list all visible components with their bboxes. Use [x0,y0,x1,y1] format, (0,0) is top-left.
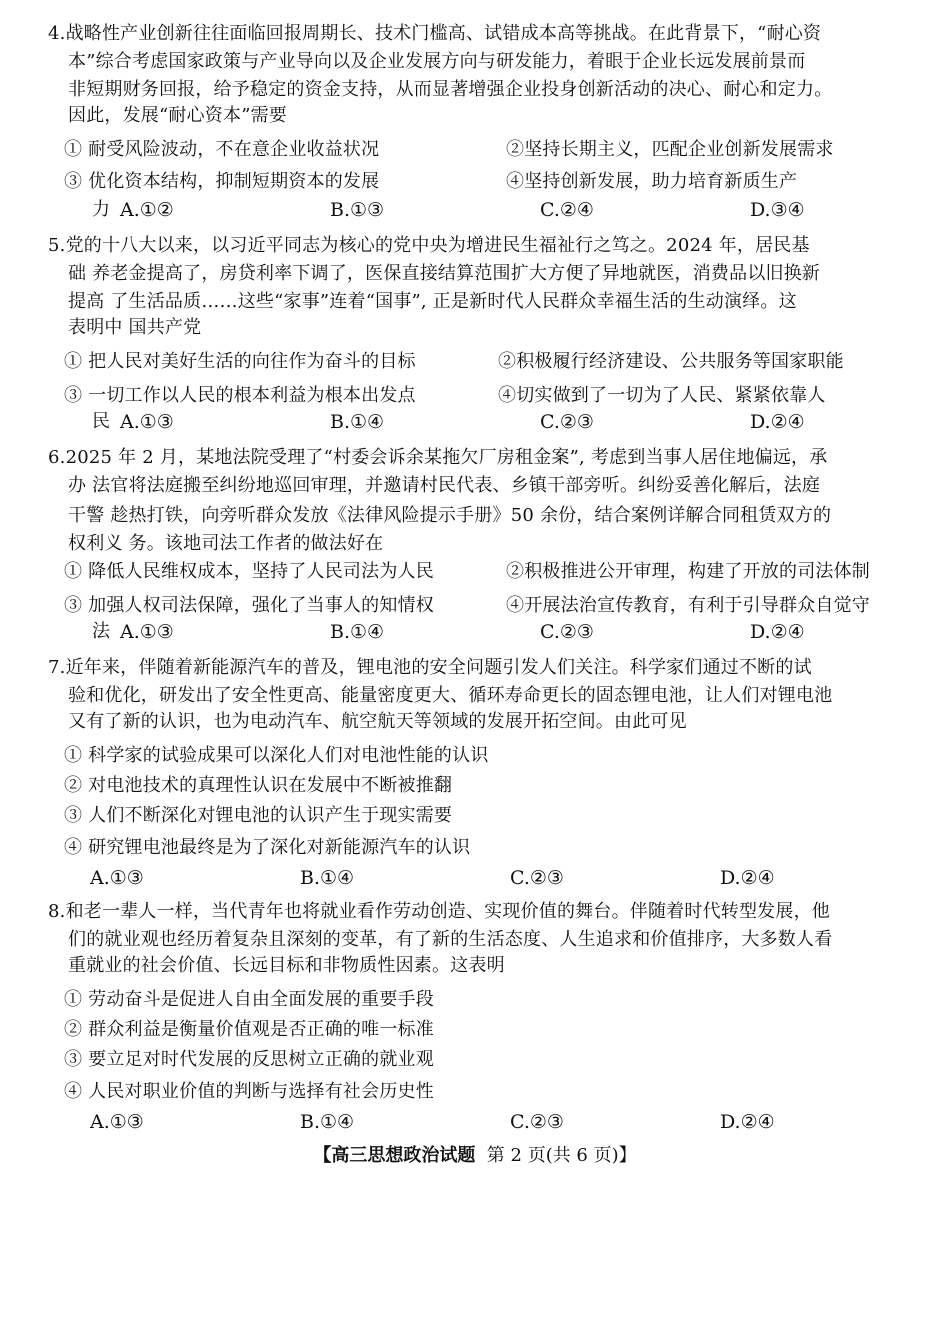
option-2: ②坚持长期主义，匹配企业创新发展需求 [506,139,834,160]
option-1: ① 科学家的试验成果可以深化人们对电池性能的认识 [64,745,489,766]
answer-b: B.①④ [330,411,385,433]
option-3: ③ 优化资本结构，抑制短期资本的发展 [64,171,380,192]
answer-b: B.①④ [330,621,385,643]
answer-d: D.②④ [750,411,805,433]
option-4: ④ 人民对职业价值的判断与选择有社会历史性 [64,1081,434,1102]
option-2: ② 群众利益是衡量价值观是否正确的唯一标准 [64,1019,434,1040]
answer-c: C.②③ [540,621,594,643]
option-4-tail: 法 [92,621,111,642]
question-text-line: 们的就业观也经历着复杂且深刻的变革，有了新的生活态度、人生追求和价值排序，大多数人看 [68,929,833,950]
answer-a: A.①③ [90,1111,144,1133]
answer-b: B.①③ [330,199,385,221]
option-3: ③ 人们不断深化对锂电池的认识产生于现实需要 [64,805,453,826]
answer-d: D.②④ [720,1111,775,1133]
question-text-line: 又有了新的认识，也为电动汽车、航空航天等领域的发展开拓空间。由此可见 [68,711,687,732]
option-4-tail: 力 [92,199,111,220]
question-text-line: 6.2025 年 2 月，某地法院受理了“村委会诉余某拖欠厂房租金案”, 考虑到当事人居住地偏远，承 [48,447,828,468]
option-3: ③ 加强人权司法保障，强化了当事人的知情权 [64,595,434,616]
question-text-line: 干警 趁热打铁，向旁听群众发放《法律风险提示手册》50 余份，结合案例详解合同租赁双方的 [68,505,832,526]
question-text-line: 4.战略性产业创新往往面临回报周期长、技术门槛高、试错成本高等挑战。在此背景下，“耐心资 [48,23,822,44]
answer-a: A.①② [120,199,174,221]
option-4: ④切实做到了一切为了人民、紧紧依靠人 [498,385,826,406]
question-text-line: 办 法官将法庭搬至纠纷地巡回审理，并邀请村民代表、乡镇干部旁听。纠纷妥善化解后，法庭 [68,475,821,496]
option-1: ① 降低人民维权成本，坚持了人民司法为人民 [64,561,434,582]
question-text-line: 提高 了生活品质……这些“家事”连着“国事”, 正是新时代人民群众幸福生活的生动演绎。这 [68,291,797,312]
option-4: ④开展法治宣传教育，有利于引导群众自觉守 [506,595,870,616]
answer-c: C.②③ [510,867,564,889]
question-text-line: 8.和老一辈人一样，当代青年也将就业看作劳动创造、实现价值的舞台。伴随着时代转型发展，他 [48,901,830,922]
page-footer [0,1144,950,1168]
question-text-line: 权利义 务。该地司法工作者的做法好在 [68,533,384,554]
question-text-line: 验和优化，研发出了安全性更高、能量密度更大、循环寿命更长的固态锂电池，让人们对锂电池 [68,685,833,706]
option-3: ③ 要立足对时代发展的反思树立正确的就业观 [64,1049,434,1070]
option-2: ② 对电池技术的真理性认识在发展中不断被推翻 [64,775,453,796]
answer-a: A.①③ [120,411,174,433]
answer-d: D.②④ [720,867,775,889]
option-2: ②积极履行经济建设、公共服务等国家职能 [498,351,844,372]
option-1: ① 耐受风险波动，不在意企业收益状况 [64,139,380,160]
question-text-line: 础 养老金提高了，房贷利率下调了，医保直接结算范围扩大方便了异地就医，消费品以旧换新 [68,263,821,284]
answer-b: B.①④ [300,867,355,889]
question-text-line: 非短期财务回报，给予稳定的资金支持，从而显著增强企业投身创新活动的决心、耐心和定力。 [68,79,833,100]
question-text-line: 7.近年来，伴随着新能源汽车的普及，锂电池的安全问题引发人们关注。科学家们通过不断的试 [48,657,812,678]
option-4-tail: 民 [92,411,111,432]
answer-a: A.①③ [120,621,174,643]
question-text-line: 因此，发展“耐心资本”需要 [68,105,288,126]
option-1: ① 把人民对美好生活的向往作为奋斗的目标 [64,351,416,372]
answer-d: D.②④ [750,621,805,643]
question-text-line: 本”综合考虑国家政策与产业导向以及企业发展方向与研发能力，着眼于企业长远发展前景而 [68,51,806,72]
option-1: ① 劳动奋斗是促进人自由全面发展的重要手段 [64,989,434,1010]
answer-d: D.③④ [750,199,805,221]
footer-page-number: 第 2 页(共 6 页)】 [486,1145,637,1166]
question-text-line: 重就业的社会价值、长远目标和非物质性因素。这表明 [68,955,505,976]
footer-title: 【高三思想政治试题 [313,1145,476,1166]
answer-a: A.①③ [90,867,144,889]
answer-c: C.②③ [510,1111,564,1133]
answer-b: B.①④ [300,1111,355,1133]
option-2: ②积极推进公开审理，构建了开放的司法体制 [506,561,870,582]
option-4: ④坚持创新发展，助力培育新质生产 [506,171,798,192]
answer-c: C.②④ [540,199,594,221]
option-3: ③ 一切工作以人民的根本利益为根本出发点 [64,385,416,406]
option-4: ④ 研究锂电池最终是为了深化对新能源汽车的认识 [64,837,471,858]
answer-c: C.②③ [540,411,594,433]
question-text-line: 表明中 国共产党 [68,317,202,338]
question-text-line: 5.党的十八大以来，以习近平同志为核心的党中央为增进民生福祉行之笃之。2024 年，居民基 [48,235,810,256]
